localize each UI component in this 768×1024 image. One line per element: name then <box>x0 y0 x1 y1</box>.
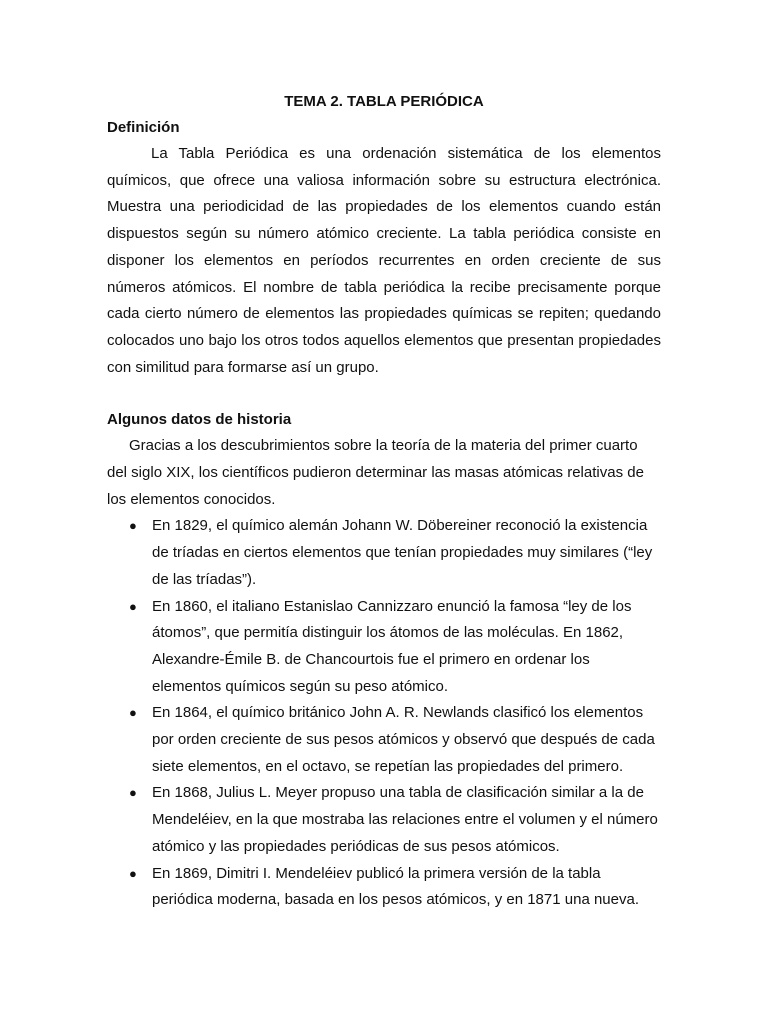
document-page <box>107 89 661 914</box>
bullet-icon: ● <box>129 865 137 881</box>
bullet-icon: ● <box>129 598 137 614</box>
definition-heading: Definición <box>107 119 180 136</box>
bullet-icon: ● <box>129 518 137 534</box>
list-item-text: En 1829, el químico alemán Johann W. Döbereiner reconoció la existencia de tríadas en ciertos elementos que tenían propiedades muy similares (“ley de las tríadas”). <box>152 517 653 588</box>
history-intro-paragraph: Gracias a los descubrimientos sobre la teoría de la materia del primer cuarto del siglo XIX, los científicos pudieron determinar las masas atómicas relativas de los elementos conocidos. <box>107 437 644 508</box>
list-item-text: En 1868, Julius L. Meyer propuso una tabla de clasificación similar a la de Mendeléiev, en la que mostraba las relaciones entre el volumen y el número atómico y las propiedades periódicas de sus pesos atómicos. <box>152 784 658 855</box>
section-spacer <box>107 381 661 407</box>
list-item-text: En 1869, Dimitri I. Mendeléiev publicó la primera versión de la tabla periódica moderna, basada en los pesos atómicos, y en 1871 una nueva. <box>152 864 639 909</box>
list-item-text: En 1864, el químico británico John A. R. Newlands clasificó los elementos por orden creciente de sus pesos atómicos y observó que después de cada siete elementos, en el octavo, se repetían las propiedades del primero. <box>152 704 655 775</box>
list-item-text: En 1860, el italiano Estanislao Cannizzaro enunció la famosa “ley de los átomos”, que permitía distinguir los átomos de las moléculas. En 1862, Alexandre-Émile B. de Chancourtois fue el primero en ordenar los elementos químicos según su peso atómico. <box>152 597 632 695</box>
definition-paragraph: La Tabla Periódica es una ordenación sistemática de los elementos químicos, que ofrece una valiosa información sobre su estructura electrónica. Muestra una periodicidad de las propiedades de los elementos cuando están dispuestos según su número atómico creciente. La tabla periódica consiste en disponer los elementos en períodos recurrentes en orden creciente de sus números atómicos. El nombre de tabla periódica la recibe precisamente porque cada cierto número de elementos las propiedades químicas se repiten; quedando colocados uno bajo los otros todos aquellos elementos que presentan propiedades con similitud para formarse así un grupo. <box>107 145 661 376</box>
document-title: TEMA 2. TABLA PERIÓDICA <box>284 93 484 110</box>
bullet-icon: ● <box>129 705 137 721</box>
list-item <box>107 594 661 701</box>
list-item <box>107 861 661 914</box>
bullet-icon: ● <box>129 785 137 801</box>
list-item <box>107 513 661 593</box>
list-item <box>107 780 661 860</box>
history-heading: Algunos datos de historia <box>107 411 292 429</box>
list-item <box>107 700 661 780</box>
history-bullet-list <box>107 513 661 914</box>
